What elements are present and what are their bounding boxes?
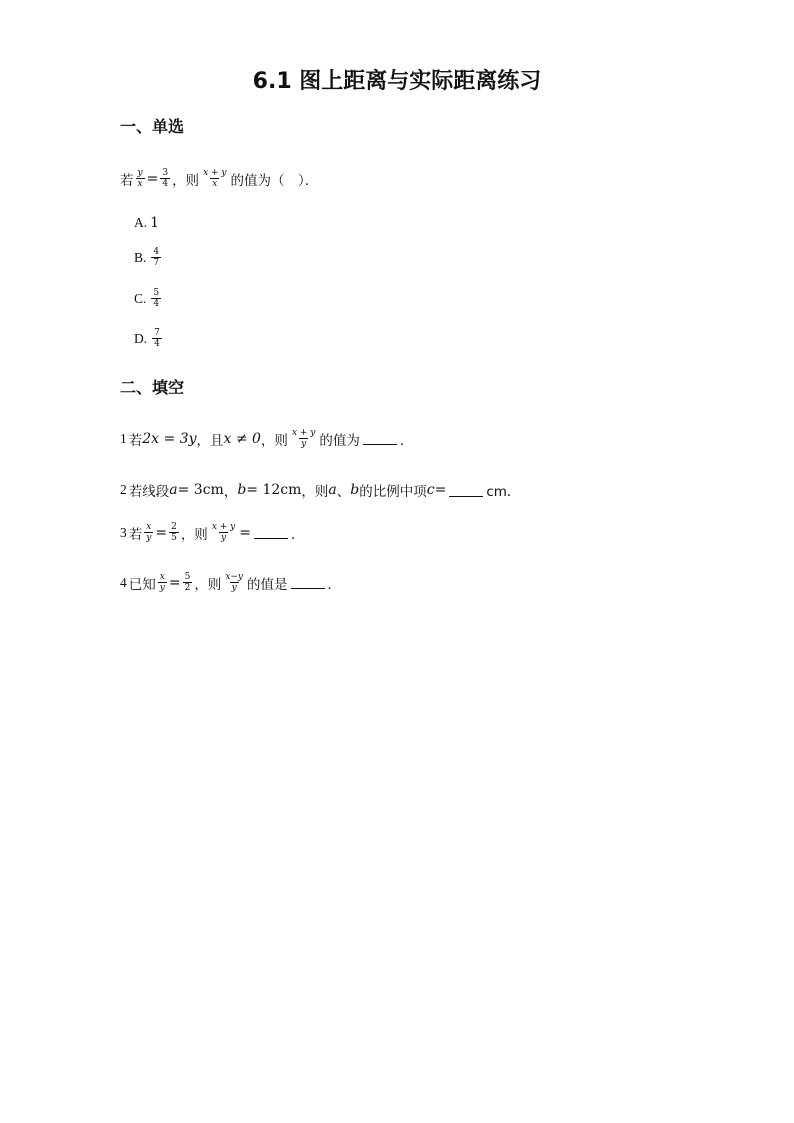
fraction (223, 572, 245, 593)
option-d[interactable] (134, 328, 164, 349)
fraction (151, 247, 161, 268)
question-number: 3 (120, 524, 127, 540)
numerator: x−y (225, 572, 244, 582)
fraction (151, 288, 161, 309)
math-variable: a (169, 482, 178, 498)
section-heading-fill-blank: 二、填空 (120, 378, 185, 397)
fraction (152, 328, 162, 349)
math-expression: = 12cm (246, 482, 302, 498)
denominator: y (301, 439, 307, 449)
numerator: y (137, 168, 143, 178)
question-text: 的值为 (319, 432, 360, 449)
numerator: x (146, 522, 152, 532)
question-text: ，则 (301, 484, 329, 500)
question-text: ，则 (180, 526, 208, 543)
option-letter: D. (134, 330, 148, 346)
fill-question-3 (120, 522, 304, 543)
numerator: 5 (153, 288, 160, 298)
question-text: 若线段 (128, 484, 170, 500)
question-text: 、 (336, 484, 351, 500)
numerator: 3 (162, 168, 169, 178)
option-letter: C. (134, 290, 147, 306)
denominator: 4 (154, 339, 160, 349)
question-text: 若 (128, 526, 143, 543)
denominator: 4 (153, 299, 160, 309)
fraction (201, 168, 228, 189)
equals-sign: = (239, 524, 251, 541)
numerator: x (159, 572, 165, 582)
equals-sign: = (434, 482, 447, 498)
numerator: x + y (211, 522, 236, 532)
denominator: 7 (153, 258, 160, 268)
numerator: x + y (203, 168, 227, 178)
numerator: 5 (184, 572, 191, 582)
numerator: 2 (171, 522, 177, 532)
numerator: 4 (153, 247, 160, 257)
fraction (144, 522, 153, 543)
fraction (183, 572, 193, 593)
math-expression: = 3cm (177, 482, 224, 498)
question-text: ． (327, 576, 342, 593)
equals-sign: = (155, 524, 168, 541)
choice-question (120, 168, 318, 189)
math-variable: b (237, 482, 247, 498)
denominator: y (146, 533, 152, 543)
question-text: ，则 (194, 576, 222, 593)
denominator: y (159, 583, 165, 593)
answer-blank[interactable] (291, 576, 325, 589)
denominator: 5 (171, 533, 177, 543)
question-text: ，则 (172, 172, 200, 189)
denominator: x (137, 179, 143, 189)
answer-blank[interactable] (363, 432, 397, 445)
fraction (136, 168, 145, 189)
question-number: 2 (120, 482, 127, 497)
question-text: 若 (120, 172, 134, 189)
math-variable: a (328, 482, 337, 498)
page-title: 6.1 图上距离与实际距离练习 (252, 69, 542, 94)
option-a[interactable] (134, 215, 159, 231)
equals-sign: = (168, 574, 181, 591)
math-expression: x ≠ 0 (223, 430, 261, 447)
question-text: 的值是 (247, 576, 288, 593)
denominator: y (220, 533, 227, 543)
fraction (169, 522, 179, 543)
fraction (290, 428, 317, 449)
math-variable: b (350, 482, 360, 498)
question-number: 4 (120, 574, 127, 590)
section-heading-single-choice: 一、单选 (120, 117, 185, 136)
question-text: ，则 (260, 432, 288, 449)
equals-sign: = (146, 170, 159, 187)
question-text: cm． (486, 484, 521, 500)
question-text: 的比例中项 (359, 484, 427, 500)
fraction (158, 572, 167, 593)
option-letter: A. (134, 215, 148, 230)
question-text: ． (290, 526, 305, 543)
answer-blank[interactable] (449, 484, 483, 497)
question-text: ． (399, 432, 414, 449)
question-text: 已知 (128, 576, 156, 593)
denominator: y (231, 583, 237, 593)
option-letter: B. (134, 249, 147, 265)
denominator: 4 (162, 179, 169, 189)
question-text: 若 (128, 432, 143, 449)
numerator: 7 (154, 328, 160, 338)
math-expression: 2x = 3y (142, 430, 197, 447)
math-variable: c (426, 482, 435, 498)
question-number: 1 (120, 430, 127, 446)
numerator: x + y (291, 428, 316, 438)
option-b[interactable] (134, 247, 163, 268)
fraction (210, 522, 237, 543)
fill-question-2 (120, 480, 520, 500)
denominator: 2 (184, 583, 191, 593)
option-c[interactable] (134, 288, 163, 309)
denominator: x (212, 179, 218, 189)
option-value: 1 (150, 215, 160, 231)
question-text: ，且 (196, 432, 224, 449)
question-text: ， (223, 484, 238, 500)
fraction (160, 168, 170, 189)
fill-question-4 (120, 572, 341, 593)
question-text: 的值为（ ）． (230, 172, 319, 189)
fill-question-1 (120, 428, 413, 449)
answer-blank[interactable] (254, 526, 288, 539)
